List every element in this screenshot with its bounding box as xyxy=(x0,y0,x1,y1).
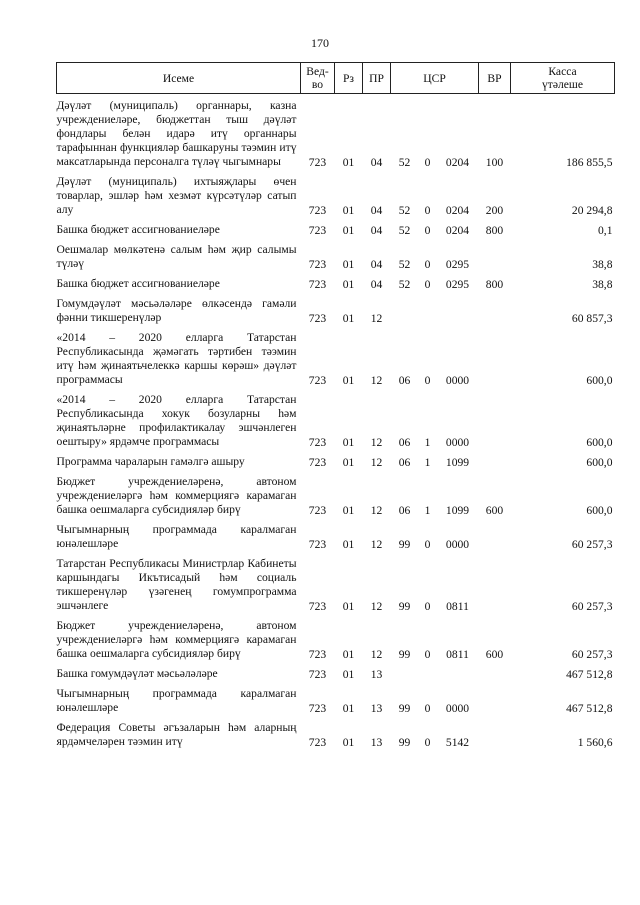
row-csr-program: 06 xyxy=(398,456,411,469)
row-csr-program: 52 xyxy=(398,278,411,291)
row-csr-subprogram: 0 xyxy=(424,374,431,387)
row-amount: 38,8 xyxy=(592,278,613,291)
row-rz: 01 xyxy=(342,648,355,661)
table-header-row xyxy=(57,63,615,94)
row-name: Оешмалар мөлкәтенә салым һәм җир салымы түләү xyxy=(56,243,297,270)
header-vr: ВР xyxy=(479,63,511,94)
row-pr: 04 xyxy=(370,224,383,237)
row-csr-subprogram: 0 xyxy=(424,736,431,749)
row-vr xyxy=(479,238,511,272)
row-pr: 12 xyxy=(370,312,383,325)
page-number: 170 xyxy=(311,36,329,50)
table-row xyxy=(57,170,615,218)
row-csr-code: 0000 xyxy=(445,702,470,715)
row-name: Дәүләт (муниципаль) ихтыяҗлары өчен товарлар, эшләр һәм хезмәт күрсәтүләр сатып алу xyxy=(56,175,297,216)
row-csr-subprogram: 0 xyxy=(424,224,431,237)
row-csr-code: 1099 xyxy=(445,456,470,469)
row-csr-code: 0204 xyxy=(445,224,470,237)
row-pr: 12 xyxy=(370,374,383,387)
row-vr: 800 xyxy=(485,224,504,237)
table-row xyxy=(57,388,615,450)
header-csr: ЦСР xyxy=(391,63,479,94)
row-ved: 723 xyxy=(308,204,327,217)
row-vr xyxy=(479,682,511,716)
row-ved: 723 xyxy=(308,374,327,387)
row-csr-code: 0811 xyxy=(446,600,469,613)
row-ved: 723 xyxy=(308,538,327,551)
row-rz: 01 xyxy=(342,156,355,169)
table-row xyxy=(57,326,615,388)
row-ved: 723 xyxy=(308,258,327,271)
row-rz: 01 xyxy=(342,702,355,715)
row-csr-program: 99 xyxy=(398,702,411,715)
row-vr xyxy=(479,450,511,470)
row-csr-program: 06 xyxy=(398,374,411,387)
header-rz: Рз xyxy=(335,63,363,94)
row-pr: 12 xyxy=(370,504,383,517)
table-row xyxy=(57,552,615,614)
row-name: Бюджет учреждениеләренә, автоном учреждениеләргә һәм коммерциягә карамаган башка оешмаларга субсидияләр бирү xyxy=(56,619,297,660)
row-amount: 60 257,3 xyxy=(571,648,613,661)
row-csr-program: 99 xyxy=(398,648,411,661)
row-rz: 01 xyxy=(342,538,355,551)
table-row xyxy=(57,94,615,171)
row-ved: 723 xyxy=(308,312,327,325)
row-vr: 200 xyxy=(485,204,504,217)
row-pr: 13 xyxy=(370,668,383,681)
row-pr: 12 xyxy=(370,648,383,661)
row-csr-program: 06 xyxy=(398,436,411,449)
row-amount: 60 257,3 xyxy=(571,600,613,613)
table-row xyxy=(57,682,615,716)
row-pr: 12 xyxy=(370,456,383,469)
row-rz: 01 xyxy=(342,224,355,237)
row-pr: 13 xyxy=(370,702,383,715)
row-rz: 01 xyxy=(342,436,355,449)
table-row xyxy=(57,470,615,518)
row-amount: 467 512,8 xyxy=(566,702,613,715)
table-row xyxy=(57,218,615,238)
table-row xyxy=(57,450,615,470)
row-vr xyxy=(479,326,511,388)
row-amount: 186 855,5 xyxy=(566,156,613,169)
row-csr-program: 52 xyxy=(398,224,411,237)
row-csr-program xyxy=(391,662,419,682)
table-row xyxy=(57,272,615,292)
row-rz: 01 xyxy=(342,278,355,291)
row-amount: 1 560,6 xyxy=(577,736,613,749)
row-vr xyxy=(479,716,511,750)
row-csr-code: 0811 xyxy=(446,648,469,661)
row-rz: 01 xyxy=(342,504,355,517)
table-row xyxy=(57,518,615,552)
row-csr-code: 0204 xyxy=(445,204,470,217)
header-name: Исеме xyxy=(57,63,301,94)
row-ved: 723 xyxy=(308,156,327,169)
row-rz: 01 xyxy=(342,204,355,217)
header-kassa xyxy=(511,63,615,94)
row-csr-program: 52 xyxy=(398,204,411,217)
row-csr-program: 52 xyxy=(398,258,411,271)
header-pr: ПР xyxy=(363,63,391,94)
row-vr: 100 xyxy=(485,156,504,169)
row-csr-subprogram: 0 xyxy=(424,702,431,715)
row-csr-subprogram: 0 xyxy=(424,258,431,271)
row-amount: 600,0 xyxy=(586,504,613,517)
row-csr-code: 0000 xyxy=(445,436,470,449)
header-ved-line2: во xyxy=(311,78,324,91)
row-pr: 12 xyxy=(370,436,383,449)
row-csr-program xyxy=(391,292,419,326)
header-ved xyxy=(301,63,335,94)
table-row xyxy=(57,292,615,326)
row-ved: 723 xyxy=(308,224,327,237)
row-csr-program: 99 xyxy=(398,538,411,551)
row-vr: 600 xyxy=(485,504,504,517)
row-csr-code: 0000 xyxy=(445,538,470,551)
row-ved: 723 xyxy=(308,600,327,613)
row-csr-code xyxy=(437,292,479,326)
row-csr-code: 0000 xyxy=(445,374,470,387)
row-name: Гомумдәүләт мәсьәләләре өлкәсендә гамәли фәнни тикшеренүләр xyxy=(56,297,297,324)
row-pr: 04 xyxy=(370,156,383,169)
row-amount: 467 512,8 xyxy=(566,668,613,681)
row-csr-program: 52 xyxy=(398,156,411,169)
header-kassa-line1: Касса xyxy=(548,65,577,78)
row-amount: 0,1 xyxy=(598,224,613,237)
row-vr xyxy=(479,292,511,326)
row-rz: 01 xyxy=(342,456,355,469)
row-pr: 12 xyxy=(370,538,383,551)
row-csr-program: 99 xyxy=(398,736,411,749)
row-csr-subprogram: 1 xyxy=(424,456,431,469)
row-csr-subprogram xyxy=(419,662,437,682)
row-csr-program: 99 xyxy=(398,600,411,613)
row-csr-subprogram: 0 xyxy=(424,648,431,661)
row-ved: 723 xyxy=(308,278,327,291)
row-amount: 600,0 xyxy=(586,436,613,449)
row-name: Программа чараларын гамәлгә ашыру xyxy=(56,455,245,468)
row-rz: 01 xyxy=(342,600,355,613)
row-csr-subprogram: 0 xyxy=(424,600,431,613)
row-csr-subprogram: 1 xyxy=(424,504,431,517)
row-rz: 01 xyxy=(342,668,355,681)
row-csr-program: 06 xyxy=(398,504,411,517)
row-pr: 04 xyxy=(370,204,383,217)
table-row xyxy=(57,614,615,662)
row-vr xyxy=(479,662,511,682)
row-vr: 800 xyxy=(485,278,504,291)
row-name: Чыгымнарның программада каралмаган юнәлешләре xyxy=(56,687,297,714)
table-row xyxy=(57,662,615,682)
row-name: Федерация Советы әгъзаларын һәм аларның ярдәмчеләрен тәэмин итү xyxy=(56,721,297,748)
row-amount: 60 857,3 xyxy=(571,312,613,325)
row-vr xyxy=(479,552,511,614)
row-csr-subprogram: 0 xyxy=(424,156,431,169)
row-csr-subprogram: 0 xyxy=(424,204,431,217)
row-pr: 04 xyxy=(370,258,383,271)
row-rz: 01 xyxy=(342,736,355,749)
row-amount: 38,8 xyxy=(592,258,613,271)
row-ved: 723 xyxy=(308,648,327,661)
row-rz: 01 xyxy=(342,258,355,271)
row-name: «2014 – 2020 елларга Татарстан Республикасында җәмәгать тәртибен тәэмин итү һәм җинаятьчелеккә каршы көрәш» дәүләт программасы xyxy=(56,331,297,386)
row-name: Татарстан Республикасы Министрлар Кабинеты каршындагы Икътисадый һәм социаль тикшеренүләр үзәгенең гомумпрограмма эшчәнлеге xyxy=(56,557,297,612)
row-name: Чыгымнарның программада каралмаган юнәлешләре xyxy=(56,523,297,550)
row-vr: 600 xyxy=(485,648,504,661)
table-row xyxy=(57,716,615,750)
row-pr: 12 xyxy=(370,600,383,613)
row-csr-subprogram: 1 xyxy=(424,436,431,449)
header-kassa-line2: үтәлеше xyxy=(541,78,583,91)
row-name: «2014 – 2020 елларга Татарстан Республикасында хокук бозуларны һәм җинаятьләрне профилактикалау эшчәнлеген оештыру» ярдәмче программасы xyxy=(56,393,297,448)
row-csr-subprogram: 0 xyxy=(424,538,431,551)
row-name: Башка гомумдәүләт мәсьәләләре xyxy=(56,667,218,680)
row-amount: 60 257,3 xyxy=(571,538,613,551)
row-name: Башка бюджет ассигнованиеләре xyxy=(56,277,220,290)
row-csr-code: 1099 xyxy=(445,504,470,517)
header-ved-line1: Вед- xyxy=(306,65,329,78)
row-name: Бюджет учреждениеләренә, автоном учреждениеләргә һәм коммерциягә карамаган башка оешмаларга субсидияләр бирү xyxy=(56,475,297,516)
row-csr-code: 0295 xyxy=(445,278,470,291)
row-pr: 04 xyxy=(370,278,383,291)
row-rz: 01 xyxy=(342,312,355,325)
row-vr xyxy=(479,388,511,450)
budget-table xyxy=(56,62,615,750)
row-ved: 723 xyxy=(308,456,327,469)
row-ved: 723 xyxy=(308,702,327,715)
row-csr-subprogram xyxy=(419,292,437,326)
row-ved: 723 xyxy=(308,736,327,749)
row-name: Дәүләт (муниципаль) органнары, казна учреждениеләре, бюджеттан тыш дәүләт фондлары белән идарә итү органнары тарафыннан функцияләр башкаруны тәэмин итү максатларында персоналга түләү чыгымнары xyxy=(56,99,297,168)
row-pr: 13 xyxy=(370,736,383,749)
table-row xyxy=(57,238,615,272)
row-amount: 600,0 xyxy=(586,456,613,469)
row-ved: 723 xyxy=(308,436,327,449)
row-amount: 20 294,8 xyxy=(571,204,613,217)
row-csr-code: 5142 xyxy=(445,736,470,749)
row-csr-code xyxy=(437,662,479,682)
row-rz: 01 xyxy=(342,374,355,387)
table-body xyxy=(57,94,615,751)
row-name: Башка бюджет ассигнованиеләре xyxy=(56,223,220,236)
row-csr-code: 0204 xyxy=(445,156,470,169)
row-csr-subprogram: 0 xyxy=(424,278,431,291)
row-ved: 723 xyxy=(308,668,327,681)
row-vr xyxy=(479,518,511,552)
row-csr-code: 0295 xyxy=(445,258,470,271)
row-ved: 723 xyxy=(308,504,327,517)
row-amount: 600,0 xyxy=(586,374,613,387)
